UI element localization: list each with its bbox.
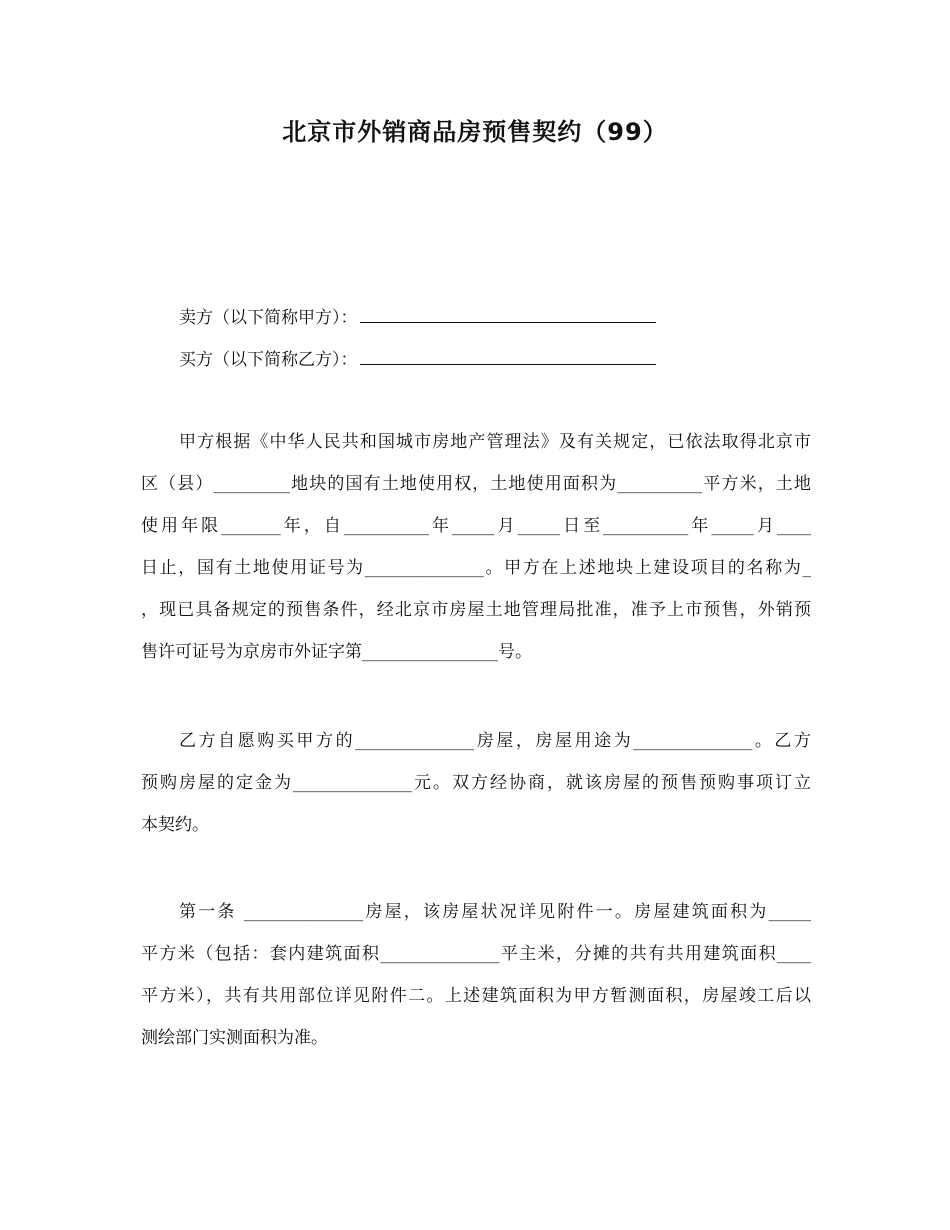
paragraph-line: 平方米），共有共用部位详见附件二。上述建筑面积为甲方暂测面积，房屋竣工后以 (141, 986, 811, 1006)
paragraph-land-use (141, 421, 811, 673)
paragraph-line: 售许可证号为京房市外证字第________________号。 (141, 642, 532, 662)
paragraph-article-one (141, 891, 811, 1059)
seller-label: 卖方（以下简称甲方）： (179, 308, 358, 328)
paragraph-line: 预购房屋的定金为______________元。双方经协商，就该房屋的预售预购事项订立 (141, 773, 811, 793)
paragraph-line: 甲方根据《中华人民共和国城市房地产管理法》及有关规定，已依法取得北京市 (179, 432, 811, 452)
buyer-label: 买方（以下简称乙方）： (179, 350, 358, 370)
document-title: 北京市外销商品房预售契约（99） (282, 118, 668, 146)
paragraph-line: 区（县）_________地块的国有土地使用权，土地使用面积为__________平方米，土地 (141, 474, 811, 494)
seller-blank (360, 304, 656, 323)
paragraph-line: 本契约。 (141, 815, 209, 835)
paragraph-line: 使用年限_______年，自__________年_____月_____日至__________年_____月____ (141, 516, 811, 536)
paragraph-line: ，现已具备规定的预售条件，经北京市房屋土地管理局批准，准予上市预售，外销预 (141, 600, 811, 620)
buyer-line (179, 346, 656, 372)
paragraph-line: 日止，国有土地使用证号为______________。甲方在上述地块上建设项目的名称为_ (141, 558, 811, 578)
paragraph-line: 平方米（包括：套内建筑面积______________平主米，分摊的共有共用建筑面积____ (141, 944, 811, 964)
seller-line (179, 304, 656, 330)
paragraph-line: 第一条 ______________房屋，该房屋状况详见附件一。房屋建筑面积为_____ (179, 902, 811, 922)
paragraph-purchase (141, 720, 811, 846)
paragraph-line: 测绘部门实测面积为准。 (141, 1028, 328, 1048)
buyer-blank (360, 346, 656, 365)
paragraph-line: 乙方自愿购买甲方的______________房屋，房屋用途为______________。乙方 (179, 731, 811, 751)
